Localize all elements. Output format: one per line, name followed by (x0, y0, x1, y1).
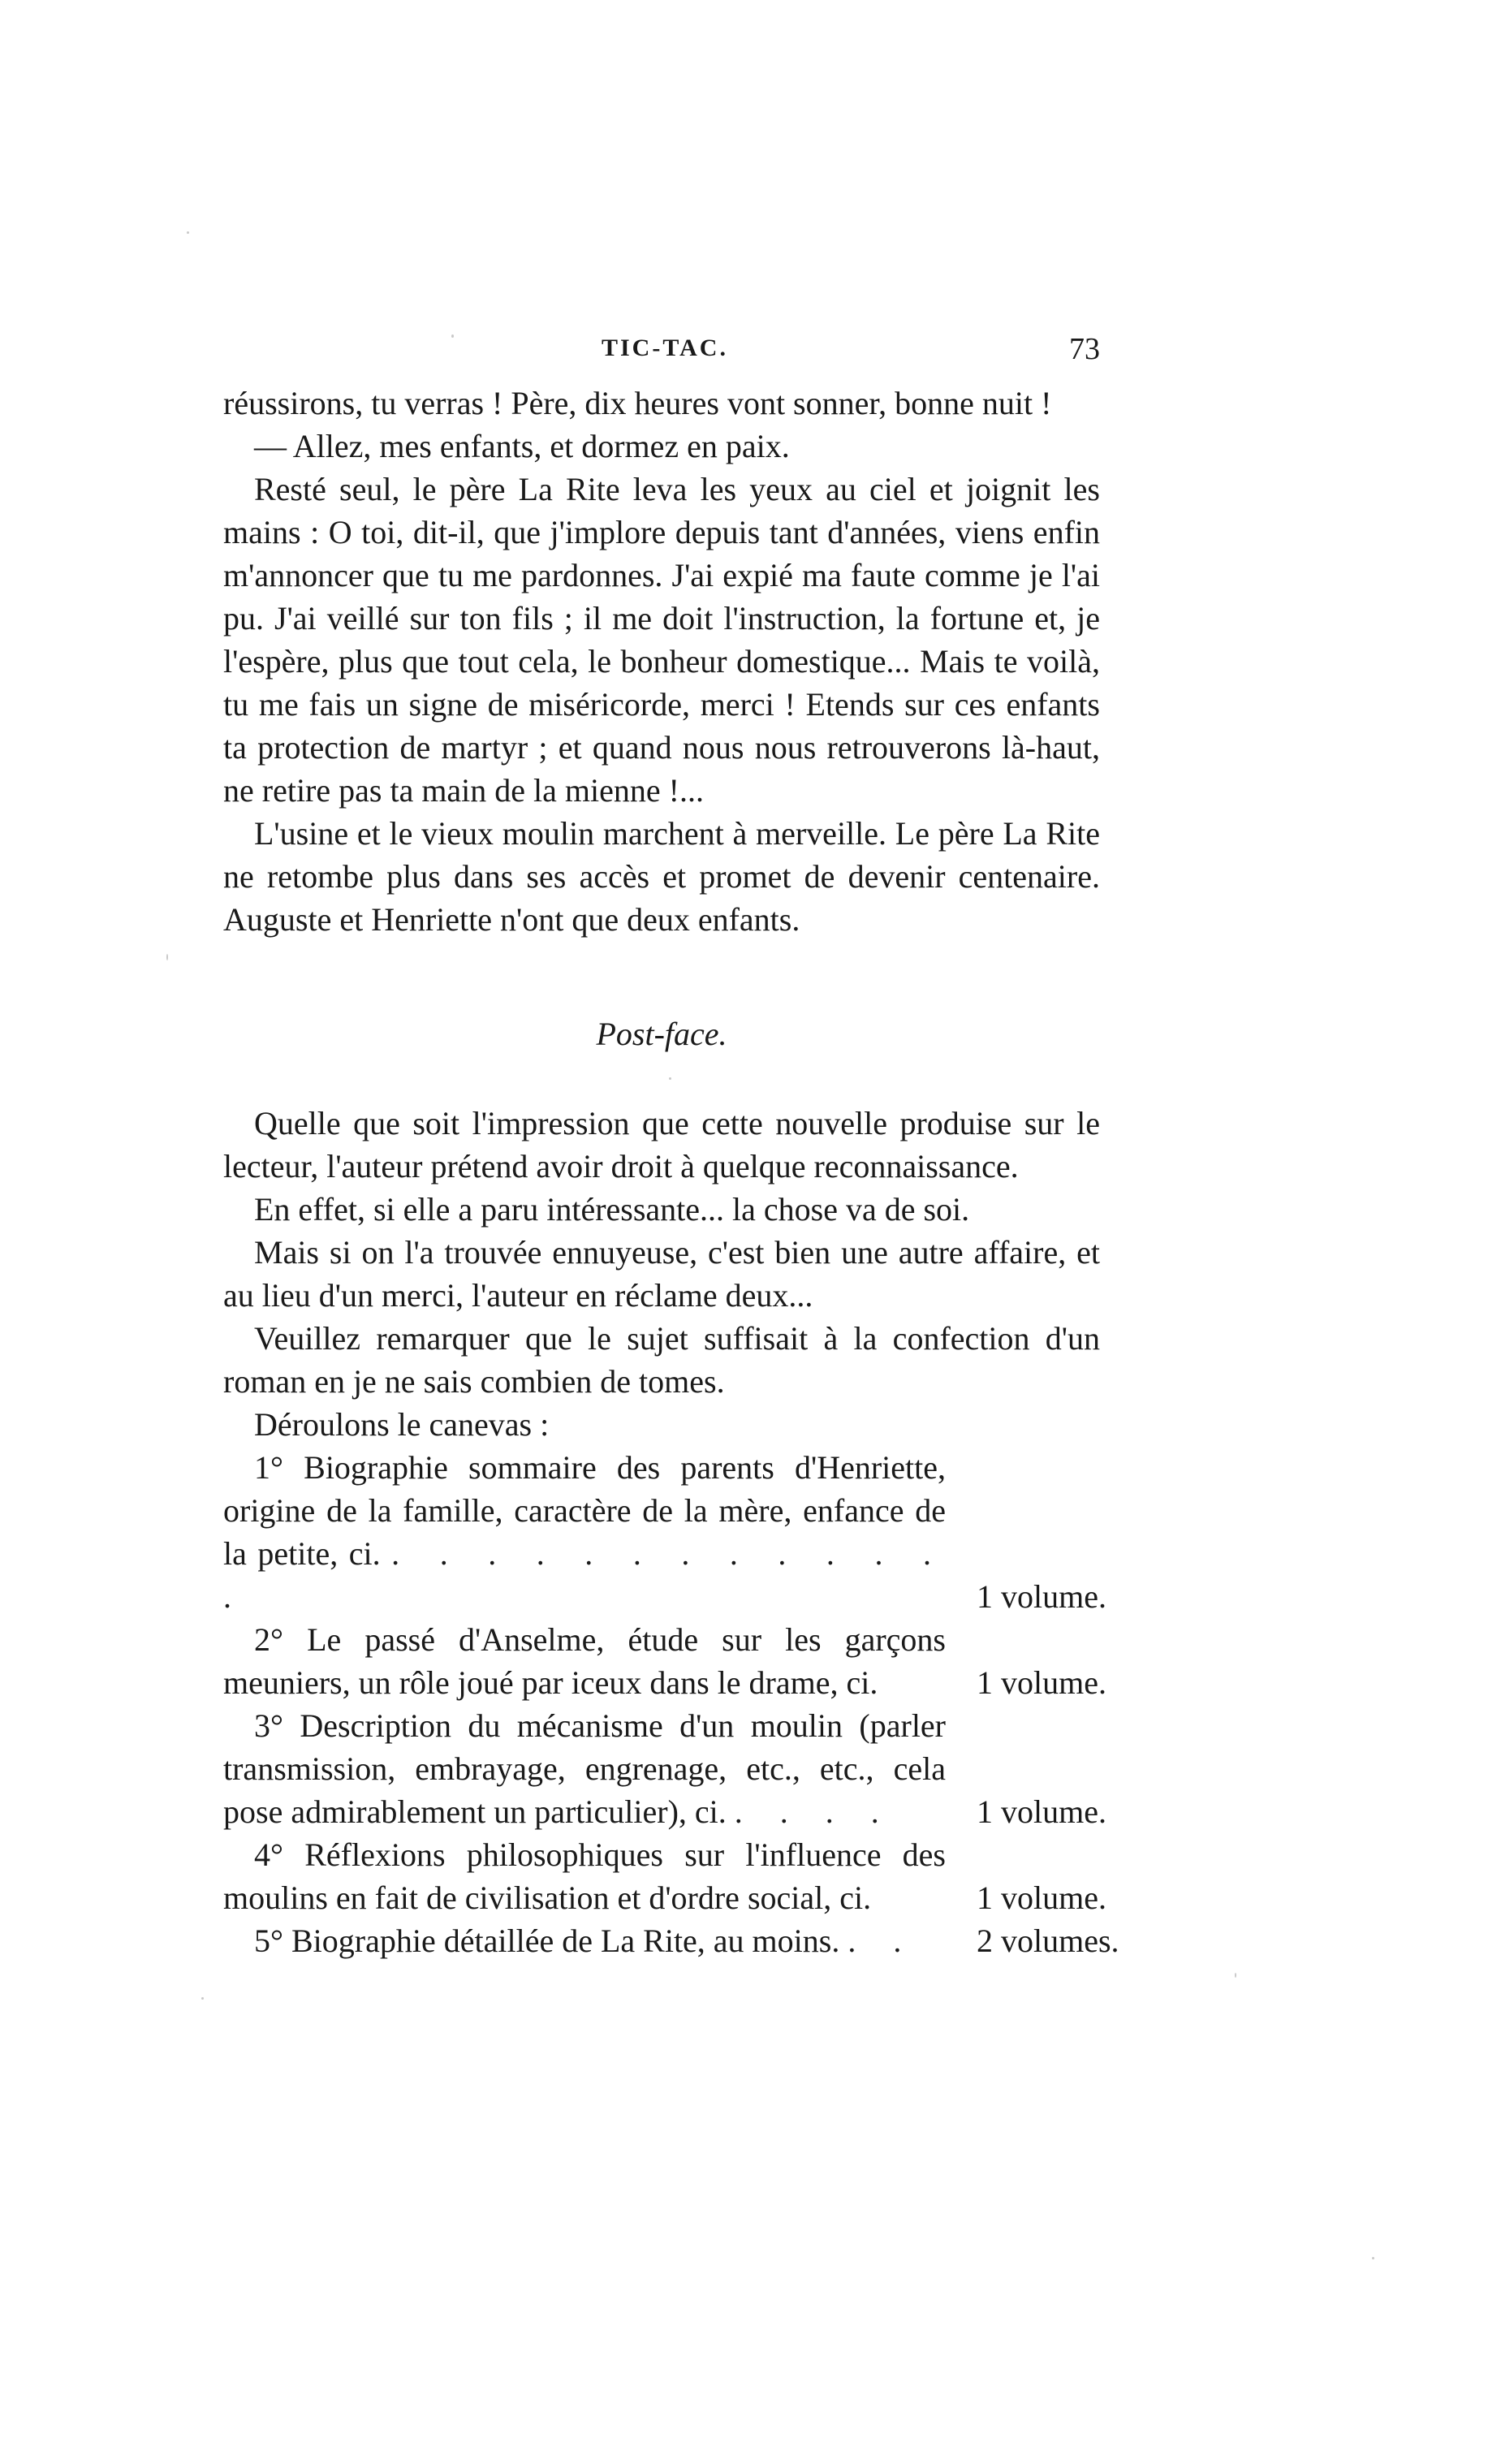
volume-number: 5° (254, 1922, 283, 1959)
canevas-intro: Déroulons le canevas : (254, 1406, 550, 1443)
volume-count: 1 volume. (977, 1578, 1106, 1615)
speck (187, 231, 189, 234)
volume-number: 1° (254, 1449, 283, 1486)
volume-description: Biographie détaillée de La Rite, au moins. (291, 1922, 840, 1959)
volume-count: 1 volume. (977, 1793, 1106, 1830)
postface-text-block (223, 1102, 1119, 1962)
main-text-block (223, 382, 1100, 941)
volume-number: 3° (254, 1707, 283, 1744)
volume-count: 1 volume. (977, 1879, 1106, 1916)
volume-description: Biographie sommaire des parents d'Henriette, origine de la famille, caractère de la mère, enfance de la petite, ci. (223, 1449, 947, 1572)
page-header (223, 334, 1100, 383)
paragraph: Veuillez remarquer que le sujet suffisait à la confection d'un roman en je ne sais combien de tomes. (223, 1320, 1100, 1400)
paragraph: réussirons, tu verras ! Père, dix heures vont sonner, bonne nuit ! (223, 385, 1052, 421)
volume-item (223, 1704, 1106, 1833)
speck (1235, 1973, 1236, 1978)
page-number: 73 (1069, 332, 1100, 366)
leader-dots: . . (848, 1922, 917, 1959)
volume-item (223, 1833, 1106, 1919)
volume-description: Réflexions philosophiques sur l'influence des moulins en fait de civilisation et d'ordre social, ci. (223, 1836, 946, 1916)
speck (166, 954, 168, 960)
paragraph: En effet, si elle a paru intéressante... la chose va de soi. (254, 1191, 970, 1228)
volume-description: Description du mécanisme d'un moulin (parler transmission, embrayage, engrenage, etc., etc., cela pose admirablement un particulier), ci. (223, 1707, 947, 1830)
volume-number: 4° (254, 1836, 283, 1873)
section-heading: Post-face. (596, 1016, 727, 1052)
volume-item (223, 1446, 1106, 1618)
paragraph: Resté seul, le père La Rite leva les yeux au ciel et joignit les mains : O toi, dit-il, que j'implore depuis tant d'années, viens enfin m'annoncer que tu me pardonnes. J'ai expié ma faute comme je l'ai pu. J'ai veillé sur ton fils ; il me doit l'instruction, la fortune et, je l'espère, plus que tout cela, le bonheur domestique... Mais te voilà, tu me fais un signe de miséricorde, merci ! Etends sur ces enfants ta protection de martyr ; et quand nous nous retrouverons là-haut, ne retire pas ta main de la mienne !... (223, 471, 1100, 809)
speck (1372, 2257, 1374, 2259)
leader-dots: . . . . . . . . . . . . . (223, 1535, 946, 1615)
speck (669, 1077, 671, 1080)
volume-item (223, 1919, 1119, 1962)
volume-count: 2 volumes. (977, 1922, 1119, 1959)
leader-dots: . . . . (734, 1793, 894, 1830)
paragraph: — Allez, mes enfants, et dormez en paix. (254, 428, 790, 464)
paragraph: L'usine et le vieux moulin marchent à merveille. Le père La Rite ne retombe plus dans ses accès et promet de devenir centenaire. Auguste et Henriette n'ont que deux enfants. (223, 815, 1100, 938)
volume-description: Le passé d'Anselme, étude sur les garçons meuniers, un rôle joué par iceux dans le drame, ci. (223, 1621, 946, 1701)
speck (201, 1997, 204, 2000)
paragraph: Mais si on l'a trouvée ennuyeuse, c'est bien une autre affaire, et au lieu d'un merci, l'auteur en réclame deux... (223, 1234, 1100, 1314)
volume-item (223, 1618, 1106, 1704)
volume-number: 2° (254, 1621, 283, 1658)
paragraph: Quelle que soit l'impression que cette nouvelle produise sur le lecteur, l'auteur prétend avoir droit à quelque reconnaissance. (223, 1105, 1100, 1185)
speck (451, 334, 454, 338)
volume-count: 1 volume. (977, 1664, 1106, 1701)
running-head: TIC-TAC. (602, 334, 728, 361)
